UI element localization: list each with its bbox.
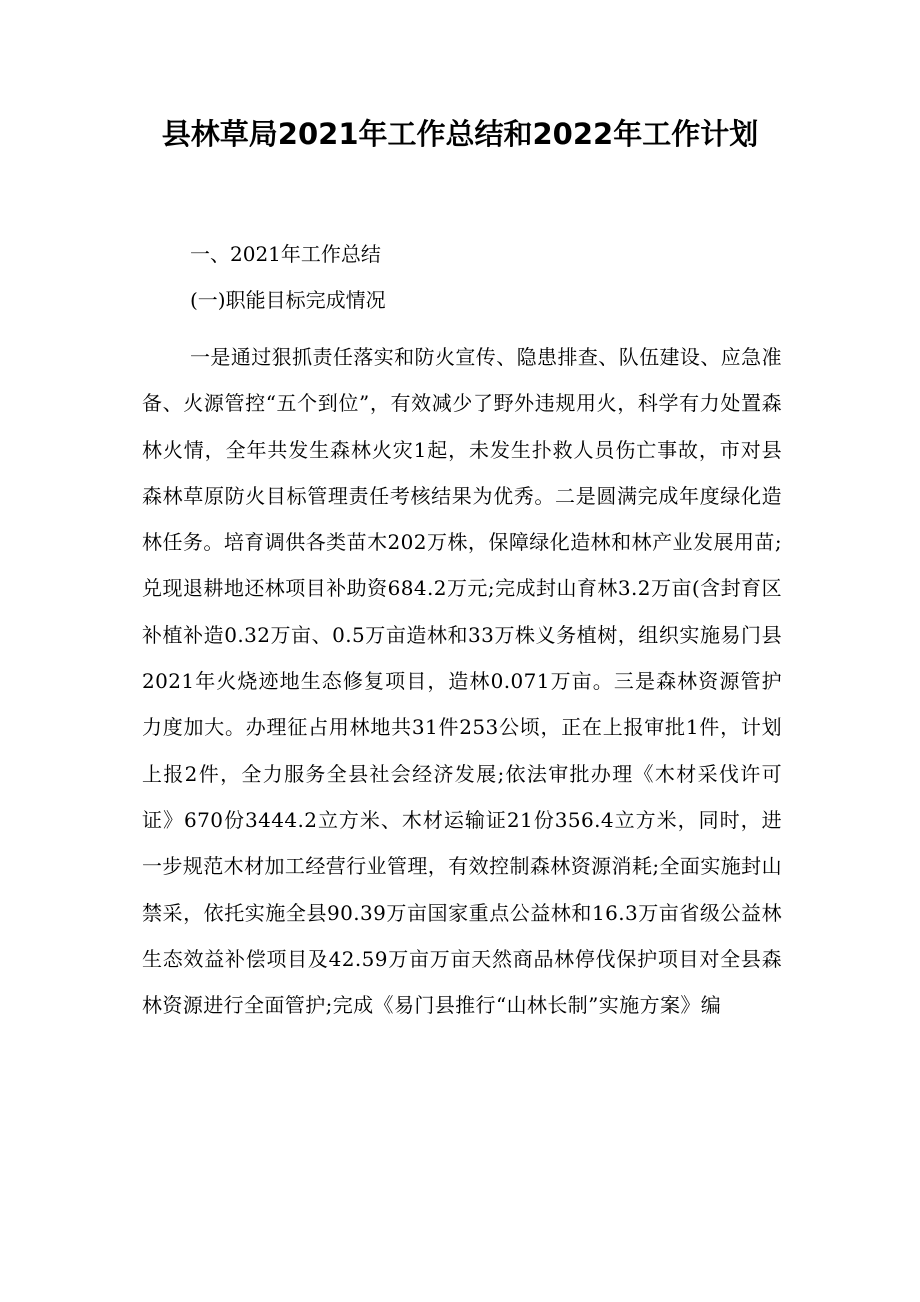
section-heading: 一、2021年工作总结 [190,242,381,266]
subsection-heading: (一)职能目标完成情况 [190,288,386,312]
body-paragraph: 一是通过狠抓责任落实和防火宣传、隐患排查、队伍建设、应急准备、火源管控“五个到位”，有效减少了野外违规用火，科学有力处置森林火情，全年共发生森林火灾1起，未发生扑救人员伤亡事故，市对县森林草原防火目标管理责任考核结果为优秀。二是圆满完成年度绿化造林任务。培育调供各类苗木202万株，保障绿化造林和林产业发展用苗;兑现退耕地还林项目补助资684.2万元;完成封山育林3.2万亩(含封育区补植补造0.32万亩、0.5万亩造林和33万株义务植树，组织实施易门县2021年火烧迹地生态修复项目，造林0.071万亩。三是森林资源管护力度加大。办理征占用林地共31件253公顷，正在上报审批1件，计划上报2件，全力服务全县社会经济发展;依法审批办理《木材采伐许可证》670份3444.2立方米、木材运输证21份356.4立方米，同时，进一步规范木材加工经营行业管理，有效控制森林资源消耗;全面实施封山禁采，依托实施全县90.39万亩国家重点公益林和16.3万亩省级公益林生态效益补偿项目及42.59万亩万亩天然商品林停伐保护项目对全县森林资源进行全面管护;完成《易门县推行“山林长制”实施方案》编 [142,345,782,1018]
document-title: 县林草局2021年工作总结和2022年工作计划 [161,117,759,151]
